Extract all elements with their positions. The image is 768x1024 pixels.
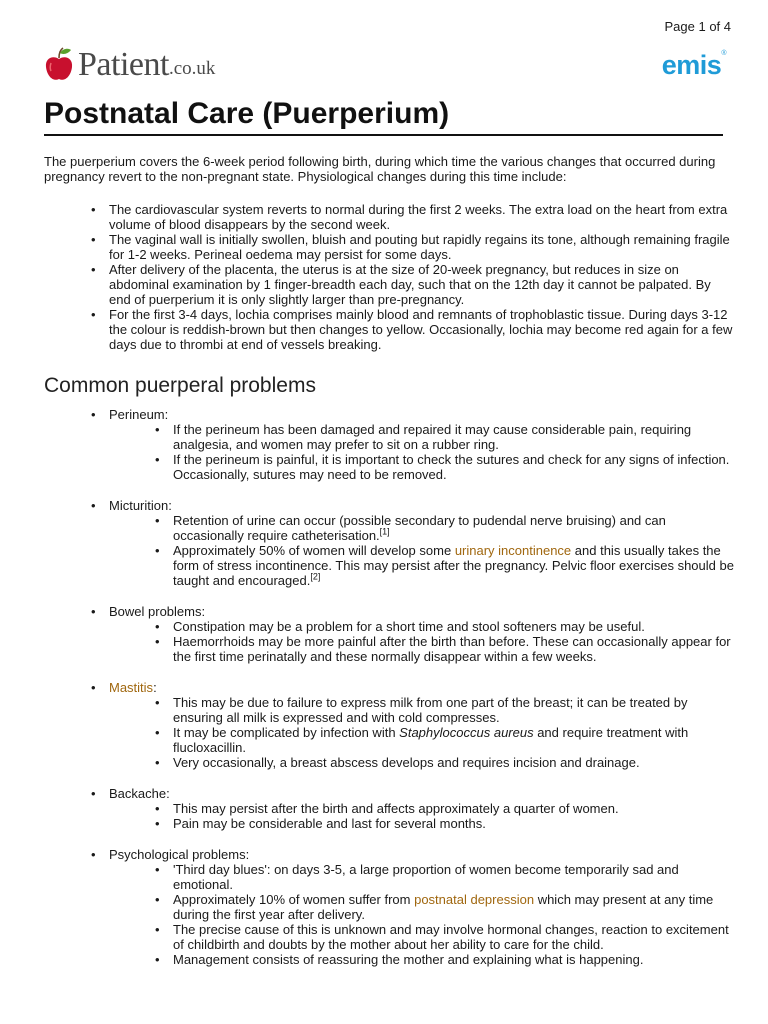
problem-bowel [44, 604, 734, 664]
sub-list [108, 513, 734, 588]
item-text: Approximately 50% of women will develop some [173, 543, 455, 558]
item-text: Approximately 10% of women suffer from [173, 892, 415, 907]
registered-mark: ® [721, 50, 726, 57]
intro-paragraph: The puerperium covers the 6-week period following birth, during which time the various changes that occurred during pregnancy revert to the non-pregnant state. Physiological changes during this time include: [44, 154, 716, 184]
logo-domain: .co.uk [168, 58, 216, 79]
list-item: • The precise cause of this is unknown and may involve hormonal changes, reaction to excitement of childbirth and doubts by the mother about her ability to care for the child. [108, 922, 734, 952]
section-heading: Common puerperal problems [44, 374, 316, 397]
list-item: • For the first 3-4 days, lochia comprises mainly blood and remnants of trophoblastic tissue. During days 3-12 the colour is reddish-brown but then changes to yellow. Occasionally, lochia may become red again for a few days due to thrombi at end of vessels breaking. [44, 307, 734, 352]
list-item: • Very occasionally, a breast abscess develops and requires incision and drainage. [108, 755, 734, 770]
page-number: Page 1 of 4 [664, 19, 731, 34]
list-item: • Constipation may be a problem for a short time and stool softeners may be useful. [108, 619, 734, 634]
emis-wordmark: emis [661, 50, 722, 80]
list-item [108, 513, 734, 543]
sub-list [108, 801, 734, 831]
patient-logo[interactable] [44, 42, 215, 82]
sub-list [108, 619, 734, 664]
reference-1[interactable]: [1] [379, 526, 390, 537]
page-title: Postnatal Care (Puerperium) [44, 96, 723, 136]
apple-icon [44, 46, 74, 82]
list-item: • This may be due to failure to express milk from one part of the breast; it can be treated by ensuring all milk is expressed and with cold compresses. [108, 695, 734, 725]
postnatal-depression-link[interactable]: postnatal depression [414, 892, 535, 907]
problem-label: Backache: [109, 786, 170, 801]
label-suffix: : [153, 680, 157, 695]
list-item: • Haemorrhoids may be more painful after the birth than before. These can occasionally appear for the first time perinatally and these normally disappear within a few weeks. [108, 634, 734, 664]
emis-logo[interactable] [662, 50, 726, 81]
sub-list [108, 862, 734, 967]
urinary-incontinence-link[interactable]: urinary incontinence [454, 543, 572, 558]
list-item: • 'Third day blues': on days 3-5, a large proportion of women become temporarily sad and emotional. [108, 862, 734, 892]
problem-perineum [44, 407, 734, 482]
mastitis-link[interactable]: Mastitis [109, 680, 154, 695]
problem-label: Psychological problems: [109, 847, 250, 862]
item-text: and this usually takes the form of stress incontinence. This may persist after the pregnancy. Pelvic floor exercises should be taught and encouraged. [173, 543, 734, 588]
item-text: and require treatment with flucloxacillin. [173, 725, 689, 755]
item-text: Retention of urine can occur (possible secondary to pudendal nerve bruising) and can occasionally require catheterisation. [173, 513, 666, 543]
list-item [108, 543, 734, 588]
reference-2[interactable]: [2] [310, 571, 321, 582]
item-text: It may be complicated by infection with [173, 725, 400, 740]
problem-label: Bowel problems: [109, 604, 206, 619]
list-item [108, 892, 734, 922]
list-item: • Management consists of reassuring the mother and explaining what is happening. [108, 952, 734, 967]
organism-name: Staphylococcus aureus [399, 725, 534, 740]
physiological-changes-list [44, 202, 734, 352]
list-item: • After delivery of the placenta, the uterus is at the size of 20-week pregnancy, but reduces in size on abdominal examination by 1 finger-breadth each day, such that on the 12th day it cannot be palpated. By end of puerperium it is only slightly larger than pre-pregnancy. [44, 262, 734, 307]
problem-mastitis [44, 680, 734, 770]
sub-list [108, 422, 734, 482]
sub-list [108, 695, 734, 770]
list-item: • This may persist after the birth and affects approximately a quarter of women. [108, 801, 734, 816]
problems-list [44, 407, 734, 983]
problem-micturition [44, 498, 734, 588]
problem-psychological [44, 847, 734, 967]
problem-backache [44, 786, 734, 831]
item-text: which may present at any time during the first year after delivery. [173, 892, 714, 922]
problem-label: Micturition: [109, 498, 172, 513]
problem-label: Perineum: [109, 407, 169, 422]
list-item: • The cardiovascular system reverts to normal during the first 2 weeks. The extra load on the heart from extra volume of blood disappears by the second week. [44, 202, 734, 232]
list-item: • Pain may be considerable and last for several months. [108, 816, 734, 831]
logo-wordmark: Patient [78, 46, 169, 83]
list-item: • If the perineum is painful, it is important to check the sutures and check for any signs of infection. Occasionally, sutures may need to be removed. [108, 452, 734, 482]
list-item [108, 725, 734, 755]
list-item: • If the perineum has been damaged and repaired it may cause considerable pain, requiring analgesia, and women may prefer to sit on a rubber ring. [108, 422, 734, 452]
list-item: • The vaginal wall is initially swollen, bluish and pouting but rapidly regains its tone, although remaining fragile for 1-2 weeks. Perineal oedema may persist for some days. [44, 232, 734, 262]
